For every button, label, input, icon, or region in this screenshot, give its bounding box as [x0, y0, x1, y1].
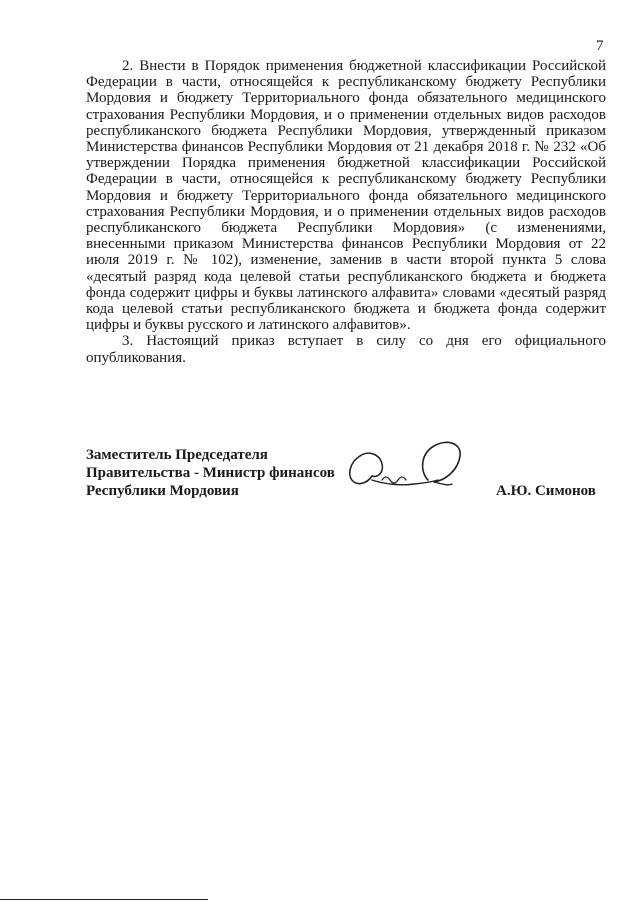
footnote-divider: [0, 899, 208, 900]
signatory-name: А.Ю. Симонов: [496, 483, 596, 499]
paragraph-item-3: 3. Настоящий приказ вступает в силу со дня его официального опубликования.: [86, 333, 606, 366]
handwritten-signature: [342, 436, 472, 496]
signatory-title: [86, 446, 335, 500]
paragraph-item-2: 2. Внести в Порядок применения бюджетной классификации Российской Федерации в части, относящейся к республиканскому бюджету Республики Мордовия и бюджету Территориального фонда обязательного медицинского страхования Республики Мордовия, и о применении отдельных видов расходов республиканского бюджета Республики Мордовия, утвержденный приказом Министерства финансов Республики Мордовия от 21 декабря 2018 г. № 232 «Об утверждении Порядка применения бюджетной классификации Российской Федерации в части, относящейся к республиканскому бюджету Республики Мордовия и бюджету Территориального фонда обязательного медицинского страхования Республики Мордовия, и о применении отдельных видов расходов республиканского бюджета Республики Мордовия» (с изменениями, внесенными приказом Министерства финансов Республики Мордовия от 22 июля 2019 г. № 102), изменение, заменив в части второй пункта 5 слова «десятый разряд кода целевой статьи республиканского бюджета и бюджета фонда содержит цифры и буквы латинского алфавита» словами «десятый разряд кода целевой статьи республиканского бюджета и бюджета фонда содержит цифры и буквы русского и латинского алфавитов».: [86, 58, 606, 334]
signatory-title-line: Республики Мордовия: [86, 483, 239, 499]
signatory-title-line: Заместитель Председателя: [86, 447, 268, 463]
signatory-title-line: Правительства - Министр финансов: [86, 465, 335, 481]
document-body: [86, 58, 606, 366]
page-number: 7: [596, 38, 604, 54]
